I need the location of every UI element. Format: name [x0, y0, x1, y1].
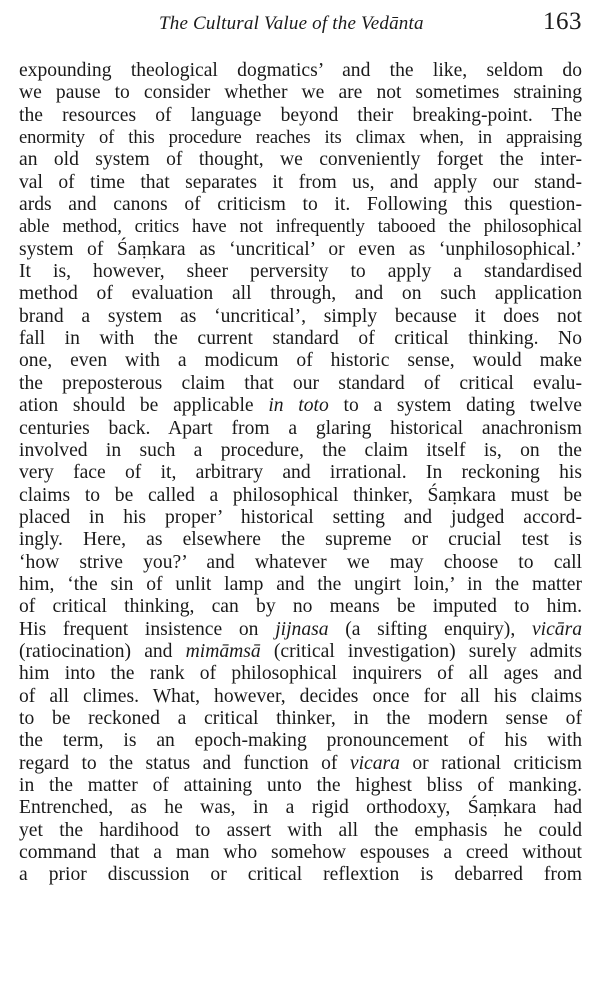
- body-text: [19, 60, 582, 887]
- text-fragment: or rational criticism: [399, 752, 582, 774]
- text-line: ‘how strive you?’ and whatever we may choose to call: [19, 551, 582, 573]
- italic-term: vicāra: [531, 618, 583, 640]
- text-line: enormity of this procedure reaches its climax when, in appraising: [19, 127, 582, 149]
- italic-term: mimāmsā: [185, 640, 261, 662]
- text-line: claims to be called a philosophical thinker, Śaṃkara must be: [19, 484, 582, 506]
- text-line: [19, 641, 582, 663]
- text-line: the resources of language beyond their breaking-point. The: [19, 104, 582, 126]
- italic-term: jijnasa: [275, 618, 329, 640]
- text-line: [19, 395, 582, 417]
- running-title: The Cultural Value of the Vedānta: [159, 13, 424, 34]
- text-line: a prior discussion or critical reflextion is debarred from: [19, 864, 582, 886]
- text-line: ards and canons of criticism to it. Following this question-: [19, 194, 582, 216]
- text-line: the term, is an epoch-making pronouncement of his with: [19, 730, 582, 752]
- text-line: involved in such a procedure, the claim itself is, on the: [19, 439, 582, 461]
- text-line: centuries back. Apart from a glaring historical anachronism: [19, 417, 582, 439]
- italic-term: vicara: [349, 752, 400, 774]
- text-line: It is, however, sheer perversity to apply a standardised: [19, 261, 582, 283]
- text-line: of critical thinking, can by no means be imputed to him.: [19, 596, 582, 618]
- text-line: the preposterous claim that our standard of critical evalu-: [19, 372, 582, 394]
- text-fragment: to a system dating twelve: [328, 395, 582, 417]
- italic-term: in toto: [268, 395, 329, 417]
- text-line: val of time that separates it from us, and apply our stand-: [19, 171, 582, 193]
- text-line: yet the hardihood to assert with all the emphasis he could: [19, 819, 582, 841]
- text-line: fall in with the current standard of critical thinking. No: [19, 328, 582, 350]
- text-line: him into the rank of philosophical inquirers of all ages and: [19, 663, 582, 685]
- text-fragment: ation should be applicable: [19, 395, 269, 417]
- text-fragment: His frequent insistence on: [19, 618, 276, 640]
- text-line: command that a man who somehow espouses a creed without: [19, 842, 582, 864]
- text-fragment: regard to the status and function of: [19, 752, 350, 774]
- text-line: to be reckoned a critical thinker, in the modern sense of: [19, 707, 582, 729]
- text-fragment: (ratiocination) and: [19, 640, 186, 662]
- text-line: him, ‘the sin of unlit lamp and the ungirt loin,’ in the matter: [19, 573, 582, 595]
- text-line: brand a system as ‘uncritical’, simply because it does not: [19, 305, 582, 327]
- text-line: Entrenched, as he was, in a rigid orthodoxy, Śaṃkara had: [19, 797, 582, 819]
- text-line: system of Śaṃkara as ‘uncritical’ or even as ‘unphilosophical.’: [19, 238, 582, 260]
- text-line: an old system of thought, we conveniently forget the inter-: [19, 149, 582, 171]
- running-head: [19, 0, 582, 44]
- text-line: in the matter of attaining unto the highest bliss of manking.: [19, 775, 582, 796]
- text-line: of all climes. What, however, decides once for all his claims: [19, 685, 582, 707]
- text-line: [19, 753, 582, 775]
- text-line: [19, 619, 582, 641]
- text-line: able method, critics have not infrequently tabooed the philosophical: [19, 216, 582, 238]
- text-line: method of evaluation all through, and on such application: [19, 283, 582, 305]
- text-line: very face of it, arbitrary and irrational. In reckoning his: [19, 462, 582, 484]
- text-fragment: (critical investigation) surely admits: [260, 640, 582, 662]
- text-line: we pause to consider whether we are not sometimes straining: [19, 82, 582, 104]
- text-line: one, even with a modicum of historic sense, would make: [19, 350, 582, 372]
- page-number: 163: [543, 8, 582, 35]
- text-line: expounding theological dogmatics’ and the like, seldom do: [19, 60, 582, 81]
- text-fragment: (a sifting enquiry),: [328, 618, 532, 640]
- text-line: placed in his proper’ historical setting and judged accord-: [19, 506, 582, 528]
- text-line: ingly. Here, as elsewhere the supreme or crucial test is: [19, 529, 582, 551]
